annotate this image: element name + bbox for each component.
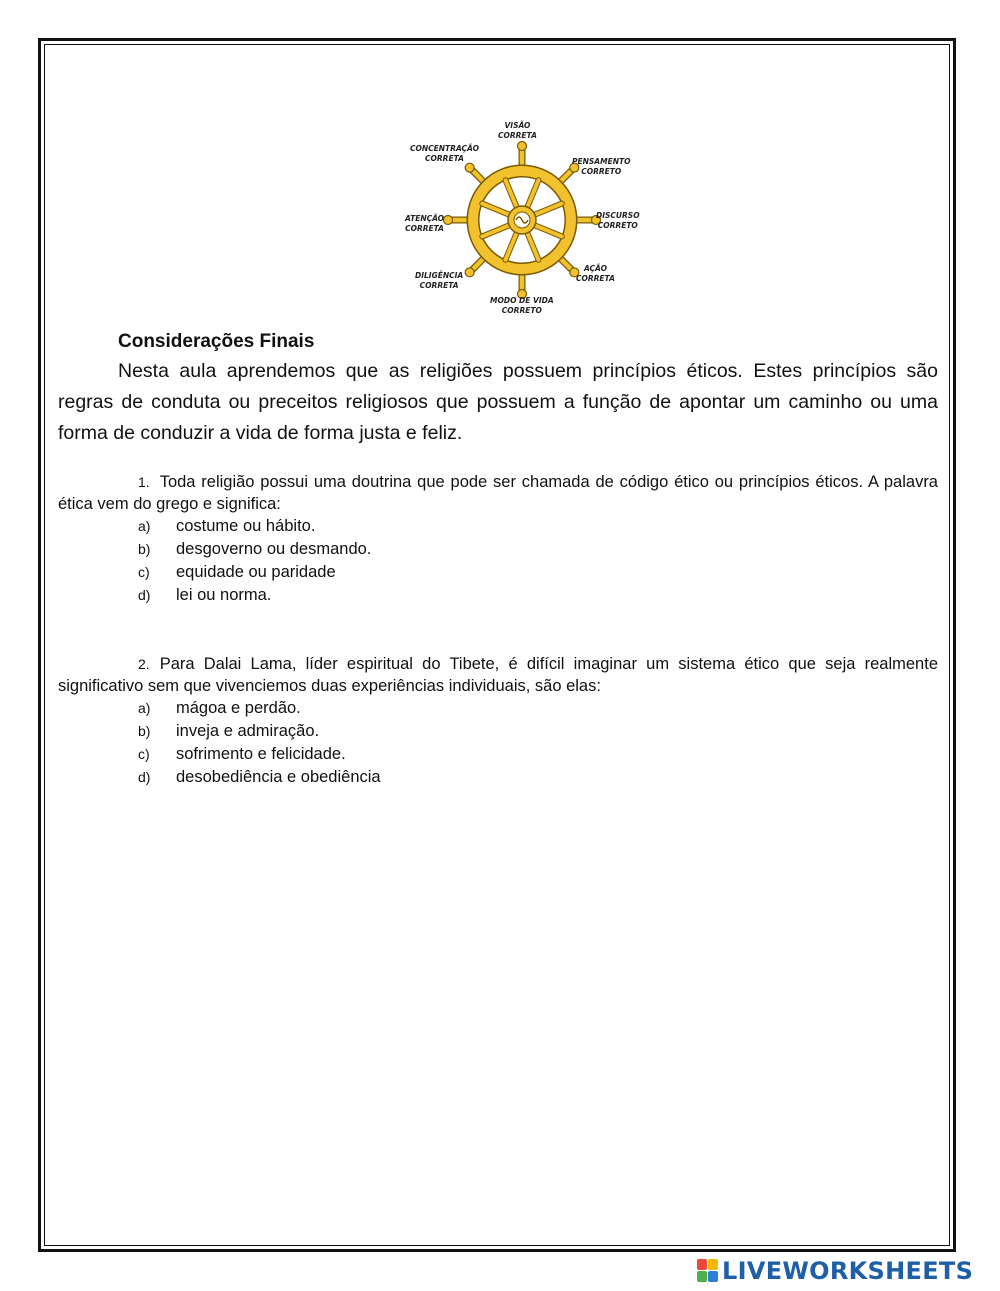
wheel-handle-knob	[518, 142, 527, 151]
option-text: equidade ou paridade	[176, 563, 336, 581]
wheel-label-top-right: PENSAMENTO CORRETO	[572, 157, 631, 176]
option-text: lei ou norma.	[176, 586, 272, 604]
option-letter: c)	[138, 564, 150, 580]
wheel-handle-knob	[444, 216, 453, 225]
option-text: mágoa e perdão.	[176, 699, 301, 717]
option-letter: a)	[138, 700, 151, 716]
option-letter: c)	[138, 746, 150, 762]
option-text: sofrimento e felicidade.	[176, 745, 346, 763]
question-1	[58, 471, 938, 607]
intro-paragraph: Nesta aula aprendemos que as religiões possuem princípios éticos. Estes princípios são regras de conduta ou preceitos religiosos que possuem a função de apontar um caminho ou uma forma de conduzir a vida de forma justa e feliz.	[58, 360, 938, 444]
option-letter: b)	[138, 723, 151, 739]
question-1-options	[58, 515, 938, 607]
dharma-wheel-illustration	[400, 118, 645, 323]
option-letter: b)	[138, 541, 151, 557]
question-1-stem	[58, 471, 938, 515]
option-text: desgoverno ou desmando.	[176, 540, 372, 558]
question-2-options	[58, 697, 938, 789]
option-item[interactable]	[58, 720, 938, 743]
wheel-handle-knob	[465, 163, 474, 172]
option-letter: a)	[138, 518, 151, 534]
question-2	[58, 653, 938, 789]
question-number: 1.	[138, 474, 150, 490]
option-letter: d)	[138, 769, 151, 785]
option-text: costume ou hábito.	[176, 517, 316, 535]
wheel-label-bottom: MODO DE VIDA CORRETO	[490, 296, 554, 315]
option-item[interactable]	[58, 515, 938, 538]
question-2-stem	[58, 653, 938, 697]
option-text: desobediência e obediência	[176, 768, 381, 786]
section-heading: Considerações Finais	[118, 331, 315, 352]
logo-text: LIVEWORKSHEETS	[722, 1257, 974, 1285]
wheel-label-right: DISCURSO CORRETO	[596, 211, 640, 230]
option-letter: d)	[138, 587, 151, 603]
wheel-label-left: ATENÇÃO CORRETA	[405, 214, 445, 233]
option-item[interactable]	[58, 561, 938, 584]
question-text: Toda religião possui uma doutrina que pode ser chamada de código ético ou princípios éticos. A palavra ética vem do grego e significa:	[58, 473, 938, 513]
question-number: 2.	[138, 656, 150, 672]
wheel-handle-knob	[465, 268, 474, 277]
wheel-label-bottom-right: AÇÃO CORRETA	[576, 264, 615, 283]
wheel-label-bottom-left: DILIGÊNCIA CORRETA	[415, 271, 464, 290]
liveworksheets-logo[interactable]	[697, 1256, 973, 1286]
option-item[interactable]	[58, 584, 938, 607]
option-item[interactable]	[58, 538, 938, 561]
option-item[interactable]	[58, 697, 938, 720]
logo-badge-icon	[697, 1259, 719, 1283]
option-item[interactable]	[58, 766, 938, 789]
question-text: Para Dalai Lama, líder espiritual do Tibete, é difícil imaginar um sistema ético que seja realmente significativo sem que vivenciemos duas experiências individuais, são elas:	[58, 655, 938, 695]
option-item[interactable]	[58, 743, 938, 766]
option-text: inveja e admiração.	[176, 722, 320, 740]
wheel-label-top: VISÃO CORRETA	[498, 121, 537, 140]
wheel-label-top-left: CONCENTRAÇÃO CORRETA	[410, 144, 479, 163]
